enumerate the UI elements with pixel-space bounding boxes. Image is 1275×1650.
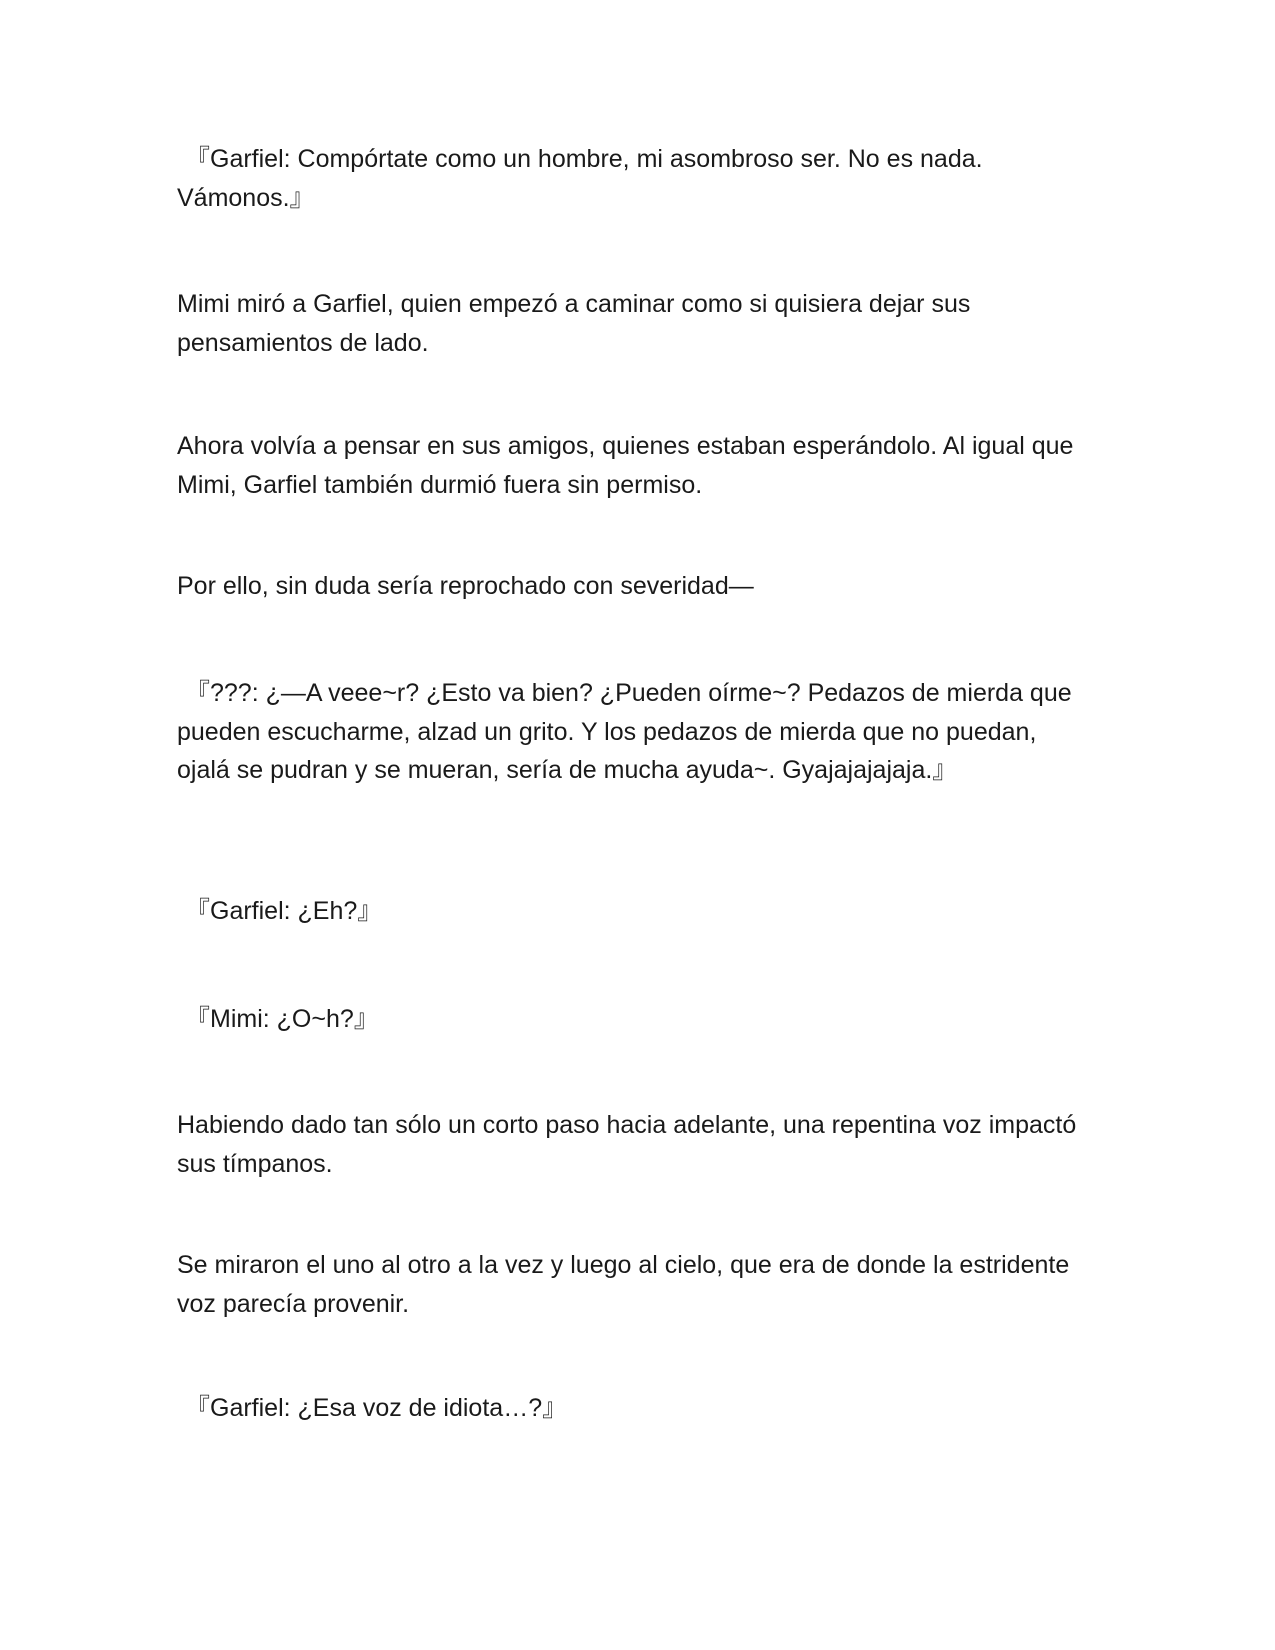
paragraph-narration-4: Habiendo dado tan sólo un corto paso hacia adelante, una repentina voz impactó sus tímpanos. <box>177 1111 1077 1178</box>
paragraph-narration-1: Mimi miró a Garfiel, quien empezó a caminar como si quisiera dejar sus pensamientos de lado. <box>177 290 971 357</box>
paragraph-narration-2: Ahora volvía a pensar en sus amigos, quienes estaban esperándolo. Al igual que Mimi, Garfiel también durmió fuera sin permiso. <box>177 432 1074 499</box>
paragraph-narration-3: Por ello, sin duda sería reprochado con severidad— <box>177 572 754 600</box>
paragraph-narration-5: Se miraron el uno al otro a la vez y luego al cielo, que era de donde la estridente voz parecía provenir. <box>177 1251 1070 1318</box>
paragraph-garfiel-line-2: 『Garfiel: ¿Eh?』 <box>185 897 383 925</box>
paragraph-unknown-voice-line: 『???: ¿—A veee~r? ¿Esto va bien? ¿Pueden oírme~? Pedazos de mierda que pueden escucharme, alzad un grito. Y los pedazos de mierda que no puedan, ojalá se pudran y se mueran, sería de mucha ayuda~. Gyajajajajaja.』 <box>177 679 1072 784</box>
paragraph-mimi-line: 『Mimi: ¿O~h?』 <box>185 1005 379 1033</box>
paragraph-garfiel-line-3: 『Garfiel: ¿Esa voz de idiota…?』 <box>185 1394 568 1422</box>
paragraph-garfiel-line-1: 『Garfiel: Compórtate como un hombre, mi asombroso ser. No es nada. Vámonos.』 <box>177 145 983 212</box>
